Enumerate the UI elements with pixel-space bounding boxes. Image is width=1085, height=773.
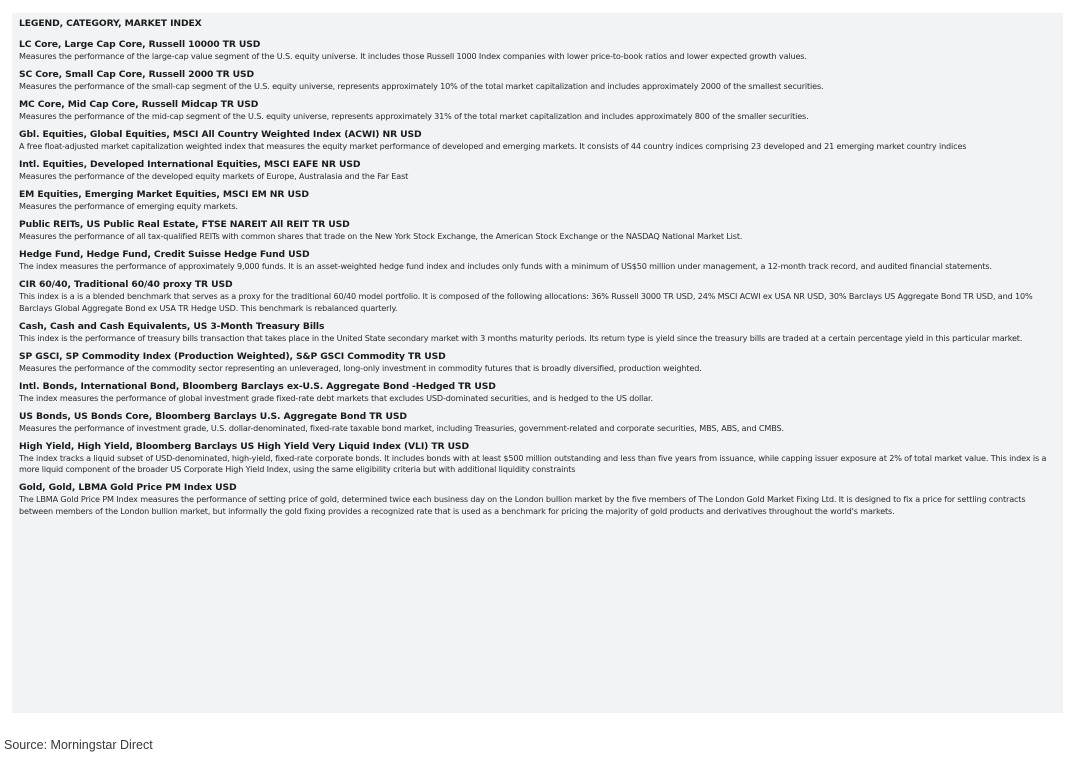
entry-title: Cash, Cash and Cash Equivalents, US 3-Month Treasury Bills: [19, 320, 325, 332]
source-note: Source: Morningstar Direct: [4, 738, 153, 752]
entry-description: Measures the performance of emerging equity markets.: [19, 201, 238, 211]
entry-description: Measures the performance of the mid-cap segment of the U.S. equity universe, represents approximately 31% of the total market capitalization and includes approximately 800 of the smaller securities.: [19, 111, 809, 121]
legend-entry: [19, 279, 1057, 314]
legend-entry: [19, 482, 1057, 517]
entry-title: Intl. Equities, Developed International Equities, MSCI EAFE NR USD: [19, 159, 361, 170]
entry-title: Public REITs, US Public Real Estate, FTSE NAREIT All REIT TR USD: [19, 219, 350, 230]
legend-entry: [19, 411, 1057, 435]
legend-entry: [19, 381, 1057, 405]
entry-description: This index is the performance of treasury bills transaction that takes place in the United State secondary market with 3 months maturity periods. Its return type is yield since the treasury bills are traded at a certain percentage yield in this particular market.: [19, 332, 1023, 343]
legend-entry: [19, 69, 1057, 93]
entry-description: The index tracks a liquid subset of USD-denominated, high-yield, fixed-rate corporate bonds. It includes bonds with at least $500 million outstanding and less than five years from issuance, while capping issuer exposure at 2% of total market value. This index is a more liquid component of the broader US Corporate High Yield Index, using the same eligibility criteria but with additional liquidity constraints: [19, 452, 1047, 474]
entry-description: The LBMA Gold Price PM Index measures the performance of setting price of gold, determined twice each business day on the London bullion market by the five members of The London Gold Market Fixing Ltd. It is designed to fix a price for settling contracts between members of the London bullion market, but informally the gold fixing provides a recognized rate that is used as a benchmark for pricing the majority of gold products and derivatives throughout the world's markets.: [19, 494, 1026, 516]
entry-title: Hedge Fund, Hedge Fund, Credit Suisse Hedge Fund USD: [19, 249, 310, 260]
entry-description: The index measures the performance of approximately 9,000 funds. It is an asset-weighted hedge fund index and includes only funds with a minimum of US$50 million under management, a 12-month track record, and audited financial statements.: [19, 261, 992, 271]
legend-entry: [19, 351, 1057, 375]
legend-entry: [19, 189, 1057, 213]
legend-entry: [19, 39, 1057, 63]
entry-title: Gbl. Equities, Global Equities, MSCI All Country Weighted Index (ACWI) NR USD: [19, 129, 422, 140]
entry-title: MC Core, Mid Cap Core, Russell Midcap TR USD: [19, 99, 259, 110]
entry-description: Measures the performance of the commodity sector representing an unleveraged, long-only investment in commodity futures that is broadly diversified, production weighted.: [19, 362, 702, 373]
entry-description: Measures the performance of the large-cap value segment of the U.S. equity universe. It includes those Russell 1000 Index companies with lower price-to-book ratios and lower expected growth values.: [19, 51, 807, 61]
legend-entry: [19, 219, 1057, 243]
entry-description: Measures the performance of the developed equity markets of Europe, Australasia and the Far East: [19, 171, 409, 181]
entry-description: Measures the performance of the small-cap segment of the U.S. equity universe, represents approximately 10% of the total market capitalization and includes approximately 2000 of the smallest securities.: [19, 81, 824, 91]
legend-header: LEGEND, CATEGORY, MARKET INDEX: [19, 18, 202, 29]
legend-entry: [19, 159, 1057, 183]
legend-panel: [12, 13, 1063, 713]
legend-entry: [19, 99, 1057, 123]
legend-entry: [19, 249, 1057, 273]
legend-entry: [19, 129, 1057, 153]
entry-title: High Yield, High Yield, Bloomberg Barclays US High Yield Very Liquid Index (VLI) TR USD: [19, 440, 469, 452]
entry-description: This index is a is a blended benchmark that serves as a proxy for the traditional 60/40 model portfolio. It is composed of the following allocations: 36% Russell 3000 TR USD, 24% MSCI ACWI ex USA NR USD, 30% Barclays US Aggregate Bond TR USD, and 10% Barclays Global Aggregate Bond ex USA TR Hedge USD. This benchmark is rebalanced quarterly.: [19, 291, 1033, 313]
entry-title: Intl. Bonds, International Bond, Bloomberg Barclays ex-U.S. Aggregate Bond -Hedged TR USD: [19, 380, 496, 392]
entry-description: A free float-adjusted market capitalization weighted index that measures the equity market performance of developed and emerging markets. It consists of 44 country indices comprising 23 developed and 21 emerging market country indices: [19, 141, 967, 151]
entry-title: LC Core, Large Cap Core, Russell 10000 TR USD: [19, 39, 261, 50]
entry-description: Measures the performance of all tax-qualified REITs with common shares that trade on the New York Stock Exchange, the American Stock Exchange or the NASDAQ National Market List.: [19, 231, 743, 241]
entry-description: Measures the performance of investment grade, U.S. dollar-denominated, fixed-rate taxable bond market, including Treasuries, government-related and corporate securities, MBS, ABS, and CMBS.: [19, 422, 784, 433]
legend-entry: [19, 441, 1057, 476]
entry-description: The index measures the performance of global investment grade fixed-rate debt markets that excludes USD-dominated securities, and is hedged to the US dollar.: [19, 392, 653, 403]
legend-entry: [19, 321, 1057, 345]
entry-title: CIR 60/40, Traditional 60/40 proxy TR USD: [19, 279, 233, 290]
entry-title: US Bonds, US Bonds Core, Bloomberg Barclays U.S. Aggregate Bond TR USD: [19, 410, 407, 422]
entry-title: EM Equities, Emerging Market Equities, MSCI EM NR USD: [19, 189, 309, 200]
entry-title: SP GSCI, SP Commodity Index (Production Weighted), S&P GSCI Commodity TR USD: [19, 350, 446, 362]
entry-title: Gold, Gold, LBMA Gold Price PM Index USD: [19, 482, 237, 493]
entry-title: SC Core, Small Cap Core, Russell 2000 TR USD: [19, 69, 255, 80]
